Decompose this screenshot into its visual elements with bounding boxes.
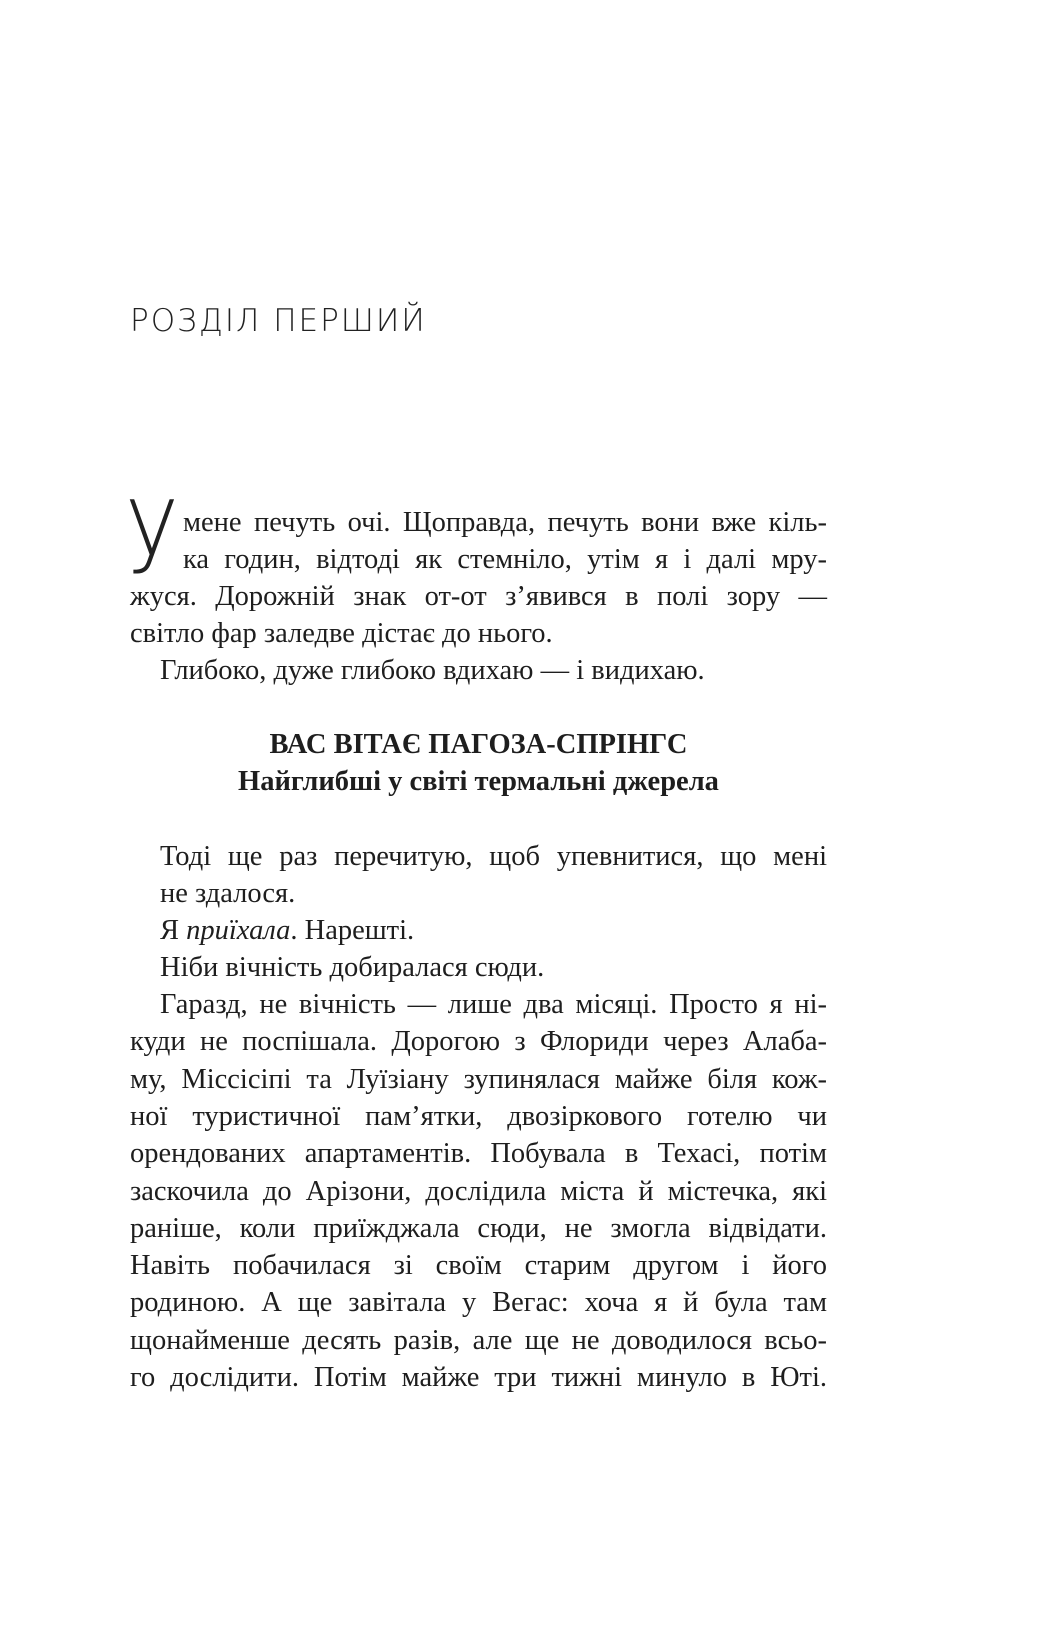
italic-text: приїхала xyxy=(186,915,291,946)
text-line: ка годин, відтоді як стемніло, утім я і далі мру- xyxy=(183,544,827,575)
text-line: родиною. А ще завітала у Вегас: хоча я й була там xyxy=(130,1287,827,1318)
text-line: не здалося. xyxy=(160,878,296,909)
text-line: жуся. Дорожній знак от-от з’явився в полі зору — xyxy=(130,581,827,612)
text-line: куди не поспішала. Дорогою з Флориди через Алаба- xyxy=(130,1026,827,1057)
text-line: му, Міссісіпі та Луїзіану зупинялася майже біля кож- xyxy=(130,1064,827,1095)
text-line: орендованих апартаментів. Побувала в Техасі, потім xyxy=(130,1138,827,1169)
text-line: світло фар заледве дістає до нього. xyxy=(130,618,553,649)
text-line: Глибоко, дуже глибоко вдихаю — і видихаю. xyxy=(160,655,705,686)
text-line: Гаразд, не вічність — лише два місяці. Просто я ні- xyxy=(160,989,827,1020)
text-line: Навіть побачилася зі своїм старим другом і його xyxy=(130,1250,827,1281)
text-line: Ніби вічність добиралася сюди. xyxy=(160,952,545,983)
text-line: ної туристичної пам’ятки, двозіркового готелю чи xyxy=(130,1101,827,1132)
text-line: заскочила до Арізони, дослідила міста й містечка, які xyxy=(130,1176,827,1207)
sign-line-2: Найглибші у світі термальні джерела xyxy=(238,766,719,797)
sign-line-1: ВАС ВІТАЄ ПАГОЗА-СПРІНГС xyxy=(269,729,688,760)
text-line xyxy=(160,913,414,949)
text: . Нарешті. xyxy=(290,915,415,946)
text-line: щонайменше десять разів, але ще не доводилося всьо- xyxy=(130,1325,827,1356)
text: Я xyxy=(160,915,187,946)
drop-cap: У xyxy=(126,479,178,596)
text-line: Тоді ще раз перечитую, щоб упевнитися, що мені xyxy=(160,841,827,872)
text-line: раніше, коли приїжджала сюди, не змогла відвідати. xyxy=(130,1213,827,1244)
text-line: мене печуть очі. Щоправда, печуть вони вже кіль- xyxy=(183,507,827,538)
chapter-title: РОЗДІЛ ПЕРШИЙ xyxy=(130,303,427,339)
text-line: го дослідити. Потім майже три тижні минуло в Юті. xyxy=(130,1362,827,1393)
